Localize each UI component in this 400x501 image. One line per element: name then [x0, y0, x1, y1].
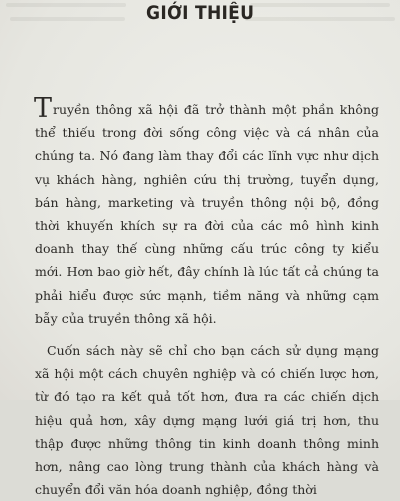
body-text [34, 93, 379, 501]
paragraph-2-text: Cuốn sách này sẽ chỉ cho bạn cách sử dụng mạng xã hội một cách chuyên nghiệp và có chiến lược hơn, từ đó tạo ra kết quả tốt hơn, đưa ra các chiến dịch hiệu quả hơn, xây dựng mạng lưới giá trị hơn, thu thập được những thông tin kinh doanh thông minh hơn, nâng cao lòng trung thành của khách hàng và chuyển đổi văn hóa doanh nghiệp, đồng thời [35, 343, 379, 498]
page-title: GIỚI THIỆU [145, 2, 255, 24]
heading-container [0, 0, 400, 30]
paragraph-1 [34, 93, 379, 330]
paragraph-1-text: ruyền thông xã hội đã trở thành một phần không thể thiếu trong đời sống công việc và cá nhân của chúng ta. Nó đang làm thay đổi các lĩnh vực như dịch vụ khách hàng, nghiên cứu thị trường, tuyển dụng, bán hàng, marketing và truyền thông nội bộ, đồng thời khuyến khích sự ra đời của các mô hình kinh doanh thay thế cùng những cấu trúc công ty kiểu mới. Hơn bao giờ hết, đây chính là lúc tất cả chúng ta phải hiểu được sức mạnh, tiềm năng và những cạm bẫy của truyền thông xã hội. [35, 102, 379, 326]
paragraph-2 [35, 339, 379, 501]
drop-cap: T [34, 93, 53, 124]
